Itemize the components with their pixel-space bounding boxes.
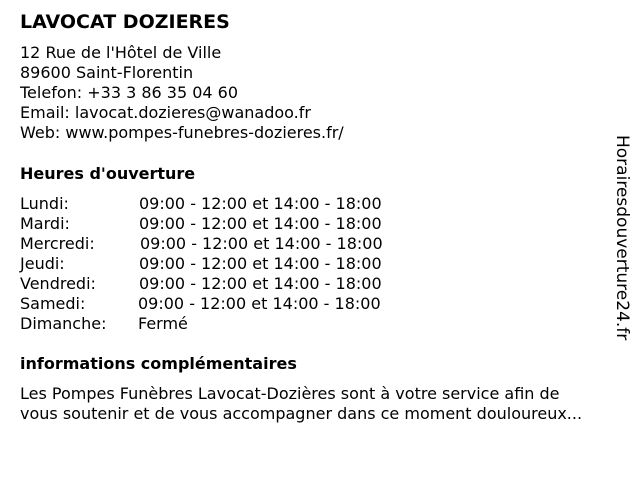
address-line-2: 89600 Saint-Florentin [20,63,194,82]
day-label: Jeudi: [20,254,65,273]
site-brand-vertical: Horairesdouverture24.fr [612,135,632,341]
time-value: 09:00 - 12:00 et 14:00 - 18:00 [139,214,382,233]
day-label: Samedi: [20,294,86,313]
time-value: 09:00 - 12:00 et 14:00 - 18:00 [140,234,383,253]
email-line: Email: lavocat.dozieres@wanadoo.fr [20,103,311,122]
day-label: Vendredi: [20,274,96,293]
address-line-1: 12 Rue de l'Hôtel de Ville [20,43,222,62]
day-label: Dimanche: [20,314,107,333]
time-value: 09:00 - 12:00 et 14:00 - 18:00 [139,254,382,273]
description-line-1: Les Pompes Funèbres Lavocat-Dozières sont à votre service afin de [20,384,560,403]
day-label: Mercredi: [20,234,95,253]
contact-block [20,43,344,143]
phone-line: Telefon: +33 3 86 35 04 60 [20,83,239,102]
time-value: 09:00 - 12:00 et 14:00 - 18:00 [138,294,381,313]
day-label: Lundi: [20,194,69,213]
description-line-2: vous soutenir et de vous accompagner dans ce moment douloureux... [20,404,583,423]
time-value: 09:00 - 12:00 et 14:00 - 18:00 [139,194,382,213]
info-heading: informations complémentaires [20,354,297,373]
day-label: Mardi: [20,214,70,233]
hours-heading: Heures d'ouverture [20,164,196,183]
time-value: 09:00 - 12:00 et 14:00 - 18:00 [139,274,382,293]
time-value: Fermé [138,314,188,333]
info-description [20,384,634,424]
business-name: LAVOCAT DOZIERES [20,11,230,33]
web-line: Web: www.pompes-funebres-dozieres.fr/ [20,123,344,142]
